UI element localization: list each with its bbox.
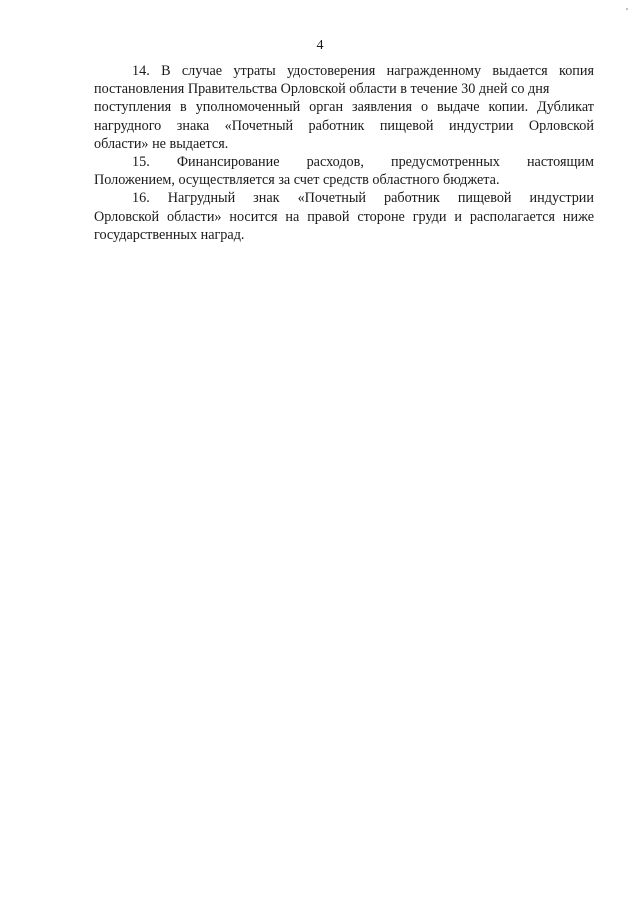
paragraph-line: поступления в уполномоченный орган заявления о выдаче копии. Дубликат [94,99,594,116]
paragraph-16 [94,189,594,244]
paragraph-line: постановления Правительства Орловской области в течение 30 дней со дня [94,81,550,98]
paragraph-line: Орловской области» носится на правой стороне груди и располагается ниже [94,208,594,225]
paragraph-14 [94,62,594,153]
page-number: 4 [316,38,324,53]
scan-speck [626,8,628,10]
paragraph-line: 16. Нагрудный знак «Почетный работник пищевой индустрии [132,190,594,207]
paragraph-line: нагрудного знака «Почетный работник пищевой индустрии Орловской [94,117,594,134]
paragraph-line: области» не выдается. [94,135,229,152]
paragraph-line: государственных наград. [94,226,245,243]
document-body [94,62,594,244]
paragraph-15 [94,153,594,189]
paragraph-line: 15. Финансирование расходов, предусмотренных настоящим [132,153,594,170]
paragraph-line: 14. В случае утраты удостоверения награжденному выдается копия [132,63,594,79]
paragraph-line: Положением, осуществляется за счет средств областного бюджета. [94,172,500,189]
